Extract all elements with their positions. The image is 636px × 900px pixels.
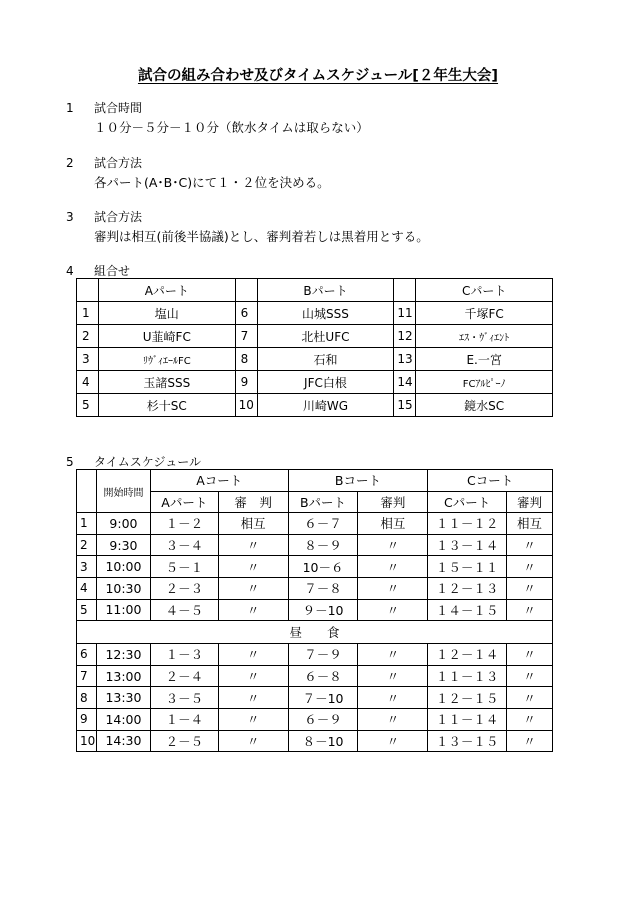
table-row: 6 12:30 １－３ 〃 ７－９ 〃 １２－１４ 〃 [77, 644, 553, 666]
table-row: 2 U韮崎FC 7 北杜UFC 12 ｴｽ・ｳﾞｨｴﾝﾄ [77, 325, 553, 348]
table-row: 1 9:00 １－２ 相互 ６－７ 相互 １１－１２ 相互 [77, 513, 553, 535]
schedule-afternoon-rows [77, 644, 553, 752]
table-row: 8 13:30 ３－５ 〃 ７－10 〃 １２－１５ 〃 [77, 687, 553, 709]
groups-table [76, 278, 553, 417]
table-row: 1 塩山 6 山城SSS 11 千塚FC [77, 302, 553, 325]
lunch-row: 昼 食 [77, 621, 553, 644]
start-time-header: 開始時間 [96, 470, 150, 513]
group-b-header: Bパート [257, 279, 394, 302]
section-2-body: 各パート(A･B･C)にて１・２位を決める。 [94, 175, 330, 190]
page-title: 試合の組み合わせ及びタイムスケジュール[２年生大会] [137, 68, 499, 84]
schedule-morning-rows [77, 513, 553, 621]
table-row: 7 13:00 ２－４ 〃 ６－８ 〃 １１－１３ 〃 [77, 665, 553, 687]
table-row: 4 玉諸SSS 9 JFC白根 14 FCｱﾙﾋﾟｰﾉ [77, 371, 553, 394]
section-2-heading: 2 試合方法 [66, 156, 143, 170]
section-5-heading: 5 タイムスケジュール [66, 455, 202, 469]
table-row: 4 10:30 ２－３ 〃 ７－８ 〃 １２－１３ 〃 [77, 577, 553, 599]
table-row: 10 14:30 ２－５ 〃 ８－10 〃 １３－１５ 〃 [77, 730, 553, 752]
court-a-header: Aコート [150, 470, 288, 492]
table-row: 5 11:00 ４－５ 〃 ９－10 〃 １４－１５ 〃 [77, 599, 553, 621]
schedule-court-row [77, 470, 553, 492]
section-4-heading: 4 組合せ [66, 264, 131, 278]
section-1-heading: 1 試合時間 [66, 101, 143, 115]
table-row: 3 10:00 ５－１ 〃 10－６ 〃 １５－１１ 〃 [77, 556, 553, 578]
table-row: 3 ﾘｳﾞｨｴｰﾙFC 8 石和 13 E.一宮 [77, 348, 553, 371]
groups-header-row [77, 279, 553, 302]
schedule-sub-header-row: Aパート 審 判 Bパート 審判 Cパート 審判 [77, 491, 553, 513]
table-row: 2 9:30 ３－４ 〃 ８－９ 〃 １３－１４ 〃 [77, 534, 553, 556]
section-3-heading: 3 試合方法 [66, 210, 143, 224]
table-row: 9 14:00 １－４ 〃 ６－９ 〃 １１－１４ 〃 [77, 708, 553, 730]
group-a-header: Aパート [98, 279, 235, 302]
table-row: 5 杉十SC 10 川崎WG 15 鏡水SC [77, 394, 553, 417]
schedule-table [76, 469, 553, 752]
court-c-header: Cコート [428, 470, 553, 492]
section-3-body: 審判は相互(前後半協議)とし、審判着若しは黒着用とする。 [94, 229, 429, 244]
section-1-body: １０分－５分－１０分（飲水タイムは取らない） [94, 120, 369, 135]
group-c-header: Cパート [416, 279, 553, 302]
court-b-header: Bコート [288, 470, 428, 492]
